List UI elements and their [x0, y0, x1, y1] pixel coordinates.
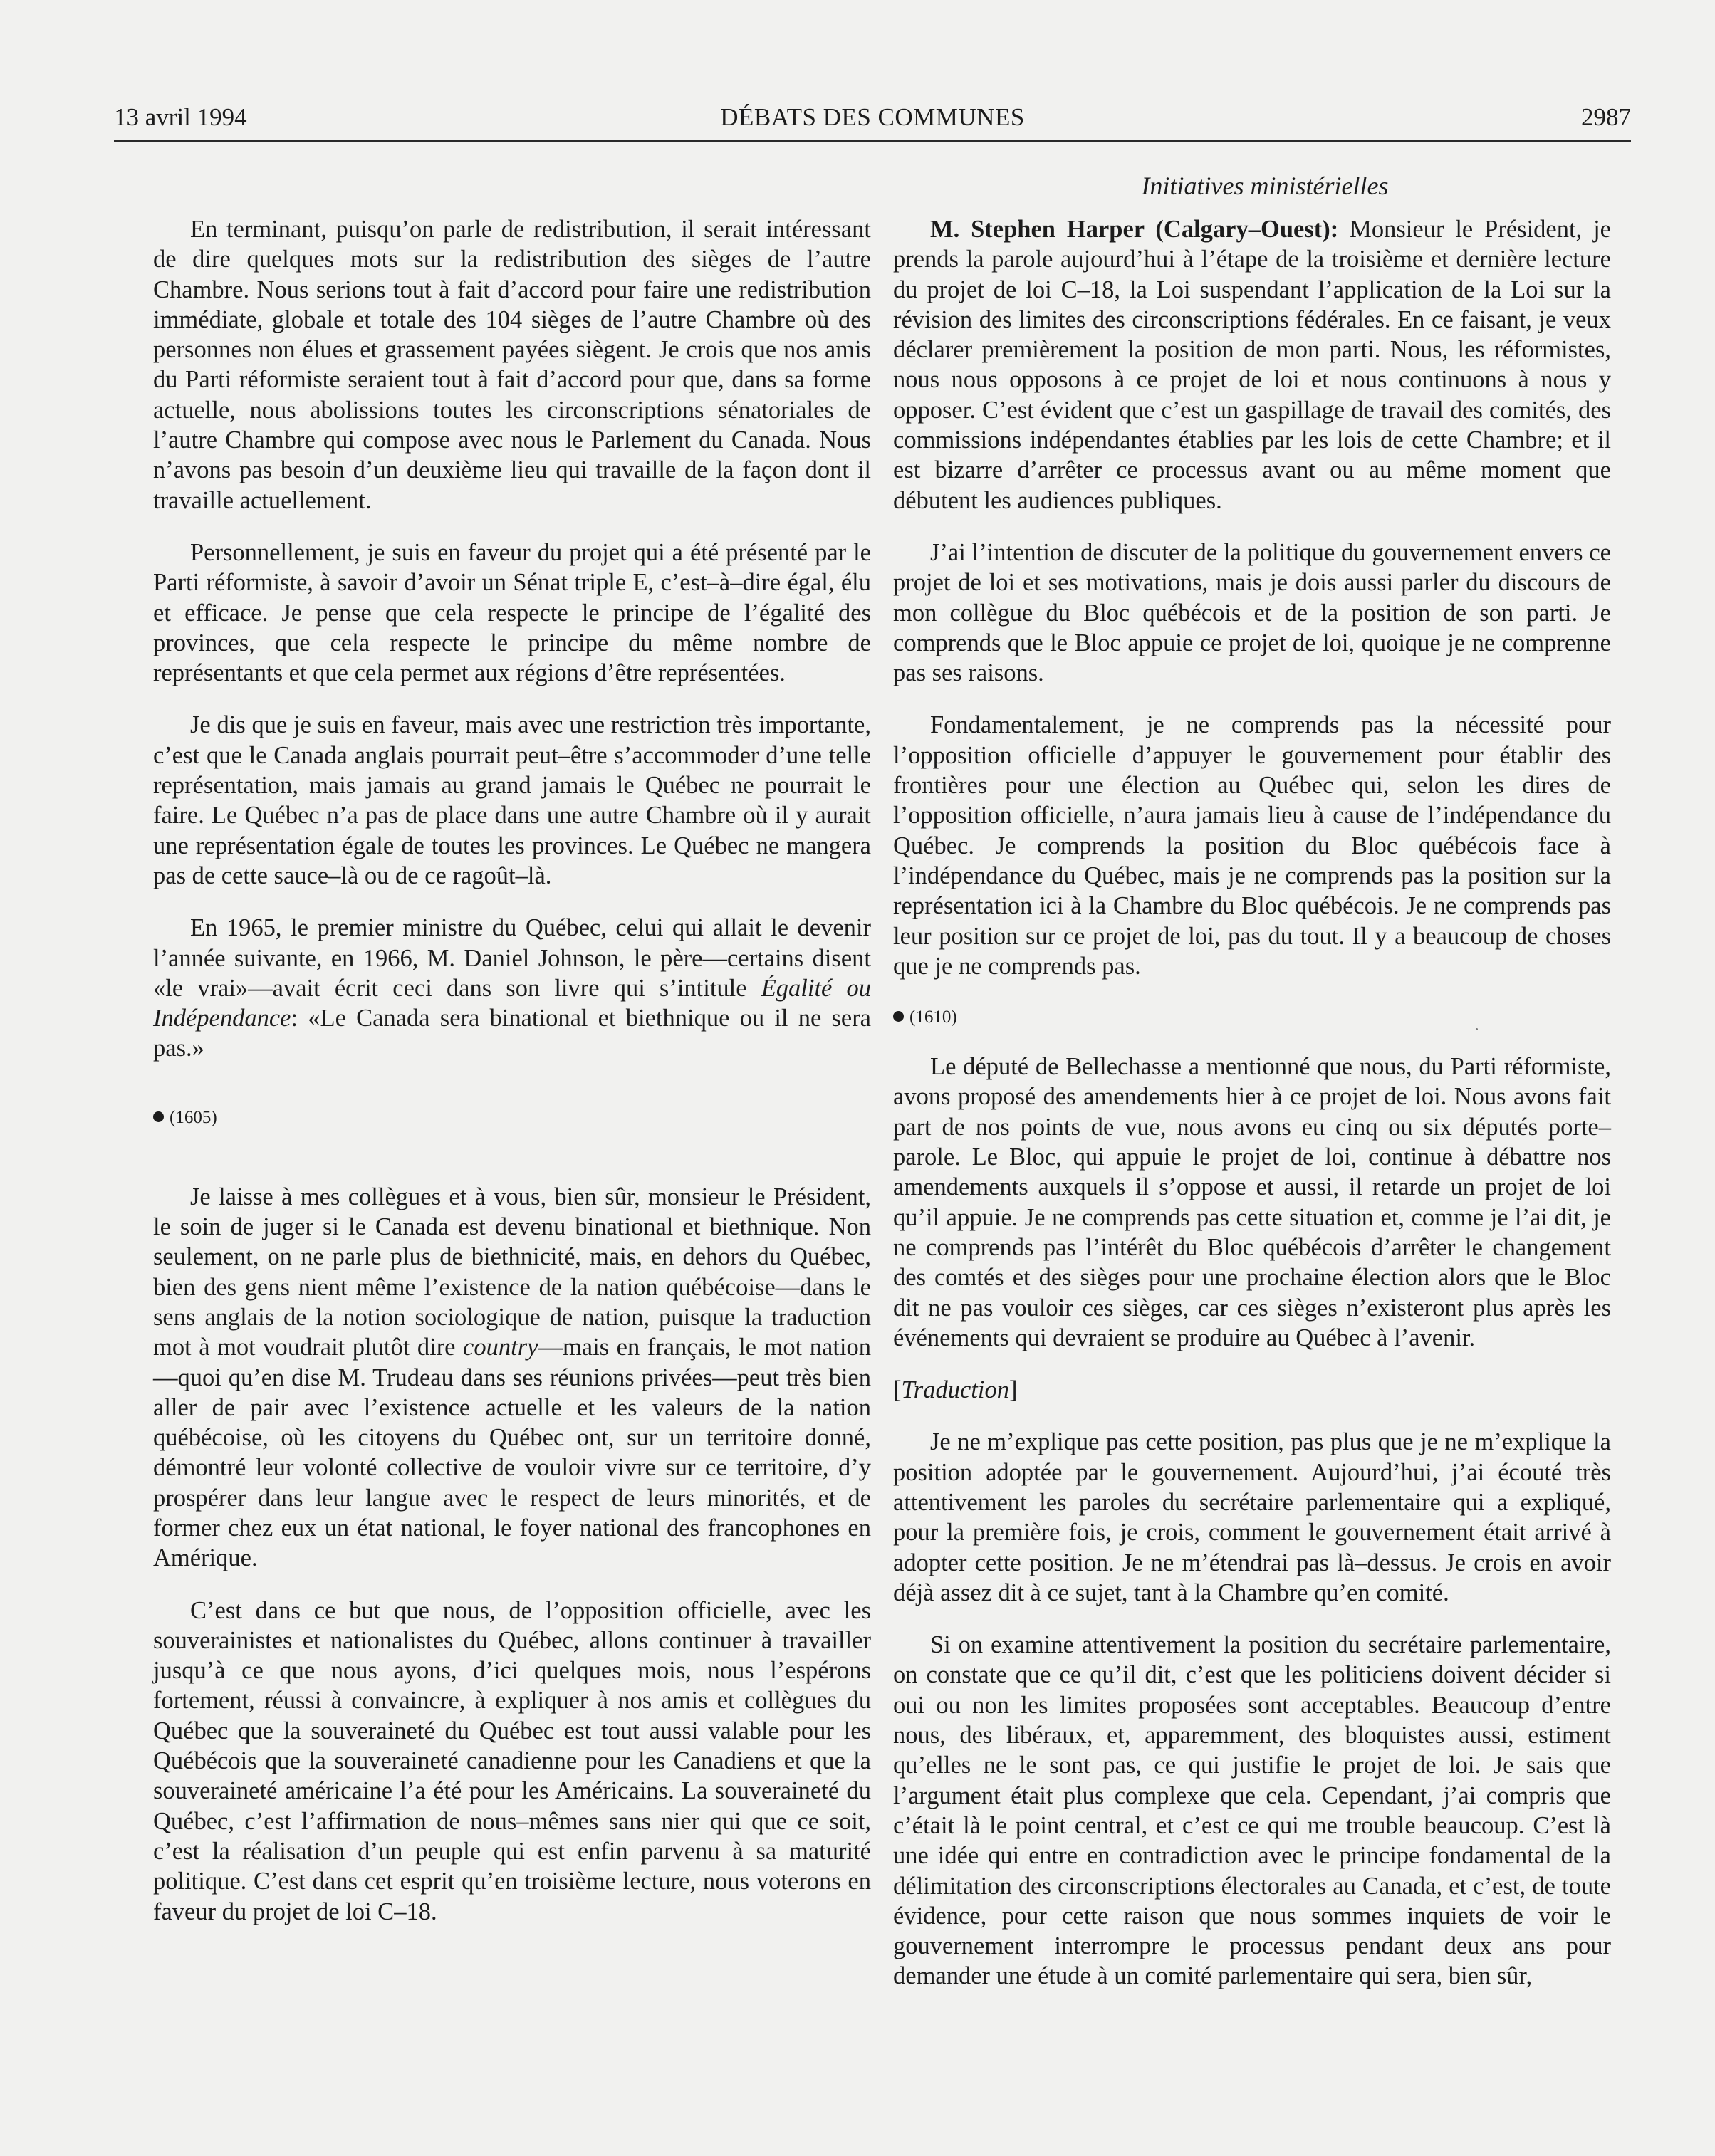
translation-label: Traduction	[901, 1376, 1009, 1404]
paragraph: C’est dans ce but que nous, de l’opposition officielle, avec les souverainistes et nationalistes du Québec, allons continuer à travailler jusqu’à ce que nous ayons, d’ici quelques mois, nous l’espérons fortement, réussi à convaincre, à expliquer à nos amis et collègues du Québec que la souveraineté du Québec est tout aussi valable pour les Québécois que la souveraineté canadienne pour les Canadiens et que la souveraineté américaine l’a été pour les Américains. La souveraineté du Québec, c’est l’affirmation de nous–mêmes sans nier qui que ce soit, c’est la réalisation d’un peuple qui est enfin parvenu à sa maturité politique. C’est dans cet esprit qu’en troisième lecture, nous voterons en faveur du projet de loi C–18.	[153, 1596, 871, 1925]
paragraph: Le député de Bellechasse a mentionné que nous, du Parti réformiste, avons proposé des amendements hier à ce projet de loi. Nous avons fait part de nos points de vue, nous avons eu cinq ou six députés porte–parole. Le Bloc, qui appuie le projet de loi, continue à débattre nos amendements auxquels il s’oppose et aussi, il retarde un projet de loi qu’il appuie. Je ne comprends pas cette situation et, comme je l’ai dit, je ne comprends pas l’intérêt du Bloc québécois d’arrêter le changement des comtés et des sièges pour une prochaine élection alors que le Bloc dit ne pas vouloir ces sièges, car ces sièges n’existeront plus après les événements qui devraient se produire au Québec à l’avenir.	[893, 1053, 1611, 1351]
paragraph: Si on examine attentivement la position du secrétaire parlementaire, on constate que ce qu’il dit, c’est que les politiciens doivent décider si oui ou non les limites proposées sont acceptables. Beaucoup d’entre nous, des libéraux, et, apparemment, des bloquistes aussi, estiment qu’elles ne le sont pas, ce qui justifie le projet de loi. Je sais que l’argument était plus complexe que cela. Cependant, j’ai compris que c’était là le point central, et c’est ce qui me trouble beaucoup. C’est là une idée qui entre en contradiction avec le principe fondamental de la délimitation des circonscriptions électorales au Canada, et c’est, de toute évidence, pour cette raison que nous sommes inquiets de voir le gouvernement interrompre le processus pendant deux ans pour demander une étude à un comité parlementaire qui sera, bien sûr,	[893, 1631, 1611, 1990]
bracket: [	[893, 1376, 902, 1404]
paragraph: Je dis que je suis en faveur, mais avec une restriction très importante, c’est que le Canada anglais pourrait peut–être s’accommoder d’une telle représentation, mais jamais au grand jamais le Québec ne pourrait le faire. Le Québec n’a pas de place dans une autre Chambre où il y aurait une représentation égale de toutes les provinces. Le Québec ne mangera pas de cette sauce–là ou de ce ragoût–là.	[153, 711, 871, 889]
header-date: 13 avril 1994	[114, 103, 247, 131]
header-rule	[114, 140, 1631, 142]
time-marker	[153, 1104, 871, 1132]
paragraph	[153, 913, 871, 1063]
header-page-number: 2987	[1581, 103, 1631, 131]
paragraph-text: Monsieur le Président, je prends la parole aujourd’hui à l’étape de la troisième et dernière lecture du projet de loi C–18, la Loi suspendant l’application de la Loi sur la révision des limites des circonscriptions fédérales. En ce faisant, je veux déclarer premièrement la position de mon parti. Nous, les réformistes, nous nous opposons à ce projet de loi et nous continuons à nous y opposer. C’est évident que c’est un gaspillage de travail des comités, des commissions indépendantes établies par les lois de cette Chambre; et il est bizarre d’arrêter ce processus avant ou au même moment que débutent les audiences publiques.	[893, 216, 1611, 514]
bracket: ]	[1008, 1376, 1018, 1404]
right-column	[893, 214, 1611, 2014]
paragraph-text: —mais en français, le mot nation—quoi qu’en dise M. Trudeau dans ses réunions privées—peut très bien aller de pair avec l’existence actuelle et les valeurs de la nation québécoise, où les citoyens du Québec ont, sur un territoire donné, démontré leur volonté collective de vouloir vivre sur ce territoire, d’y prospérer dans leur langue avec le respect de leurs minorités, et de former chez eux un état national, le foyer national des francophones en Amérique.	[153, 1334, 871, 1572]
paragraph: Je ne m’explique pas cette position, pas plus que je ne m’explique la position adoptée par le gouvernement. Aujourd’hui, j’ai écouté très attentivement les paroles du secrétaire parlementaire qui a expliqué, pour la première fois, je crois, comment le gouvernement était arrivé à adopter cette position. Je ne m’étendrai pas là–dessus. Je crois en avoir déjà assez dit à ce sujet, tant à la Chambre qu’en comité.	[893, 1428, 1611, 1606]
italic-word: country	[463, 1334, 538, 1361]
paragraph-text: Je laisse à mes collègues et à vous, bien sûr, monsieur le Président, le soin de juger si le Canada est devenu binational et biethnique. Non seulement, on ne parle plus de biethnicité, mais, en dehors du Québec, bien des gens nient même l’existence de la nation québécoise—dans le sens anglais de la notion sociologique de nation, puisque la traduction mot à mot voudrait plutôt dire	[153, 1183, 871, 1361]
time-marker	[893, 1003, 1611, 1032]
paragraph: J’ai l’intention de discuter de la politique du gouvernement envers ce projet de loi et ses motivations, mais je dois aussi parler du discours de mon collègue du Bloc québécois et de la position de son parti. Je comprends que le Bloc appuie ce projet de loi, quoique je ne comprenne pas ses raisons.	[893, 538, 1611, 687]
speaker-name: M. Stephen Harper (Calgary–Ouest):	[930, 216, 1339, 243]
paragraph	[893, 214, 1611, 516]
section-title: Initiatives ministérielles	[1141, 172, 1389, 200]
paragraph-text: : «Le Canada sera binational et biethnique ou il ne sera pas.»	[153, 1005, 871, 1062]
paragraph: En terminant, puisqu’on parle de redistribution, il serait intéressant de dire quelques mots sur la redistribution des sièges de l’autre Chambre. Nous serions tout à fait d’accord pour faire une redistribution immédiate, globale et totale des 104 sièges de l’autre Chambre où des personnes non élues et grassement payées siègent. Je crois que nos amis du Parti réformiste seraient tout à fait d’accord pour que, dans sa forme actuelle, nous abolissions toutes les circonscriptions sénatoriales de l’autre Chambre qui compose avec nous le Parlement du Canada. Nous n’avons pas besoin d’un deuxième lieu qui travaille de la façon dont il travaille actuellement.	[153, 216, 871, 514]
scan-speck	[1476, 1028, 1478, 1030]
paragraph: Personnellement, je suis en faveur du projet qui a été présenté par le Parti réformiste, à savoir d’avoir un Sénat triple E, c’est–à–dire égal, élu et efficace. Je pense que cela respecte le principe de l’égalité des provinces, que cela respecte le principe du même nombre de représentants et que cela permet aux régions d’être représentées.	[153, 538, 871, 687]
left-column	[153, 214, 871, 1949]
paragraph: Fondamentalement, je ne comprends pas la nécessité pour l’opposition officielle d’appuyer le gouvernement pour établir des frontières pour une élection au Québec qui, selon les dires de l’opposition officielle, n’aura jamais lieu à cause de l’indépendance du Québec. Je comprends la position du Bloc québécois face à l’indépendance du Québec, mais je ne comprends pas la position sur la représentation ici à la Chambre du Bloc québécois. Je ne comprends pas leur position sur ce projet de loi, pas du tout. Il y a beaucoup de choses que je ne comprends pas.	[893, 711, 1611, 980]
translation-note	[893, 1375, 1611, 1405]
paragraph	[153, 1182, 871, 1574]
bullet-icon	[153, 1111, 164, 1122]
header-publication-title: DÉBATS DES COMMUNES	[720, 103, 1025, 131]
time-marker-label: (1605)	[170, 1107, 217, 1127]
bullet-icon	[893, 1011, 904, 1022]
paragraph-text: En 1965, le premier ministre du Québec, celui qui allait le devenir l’année suivante, en 1966, M. Daniel Johnson, le père—certains disent «le vrai»—avait écrit ceci dans son livre qui s’intitule	[153, 914, 871, 1002]
running-header	[114, 100, 1631, 135]
book-title: Égalité ou Indépendance	[153, 974, 871, 1032]
time-marker-label: (1610)	[909, 1008, 957, 1027]
